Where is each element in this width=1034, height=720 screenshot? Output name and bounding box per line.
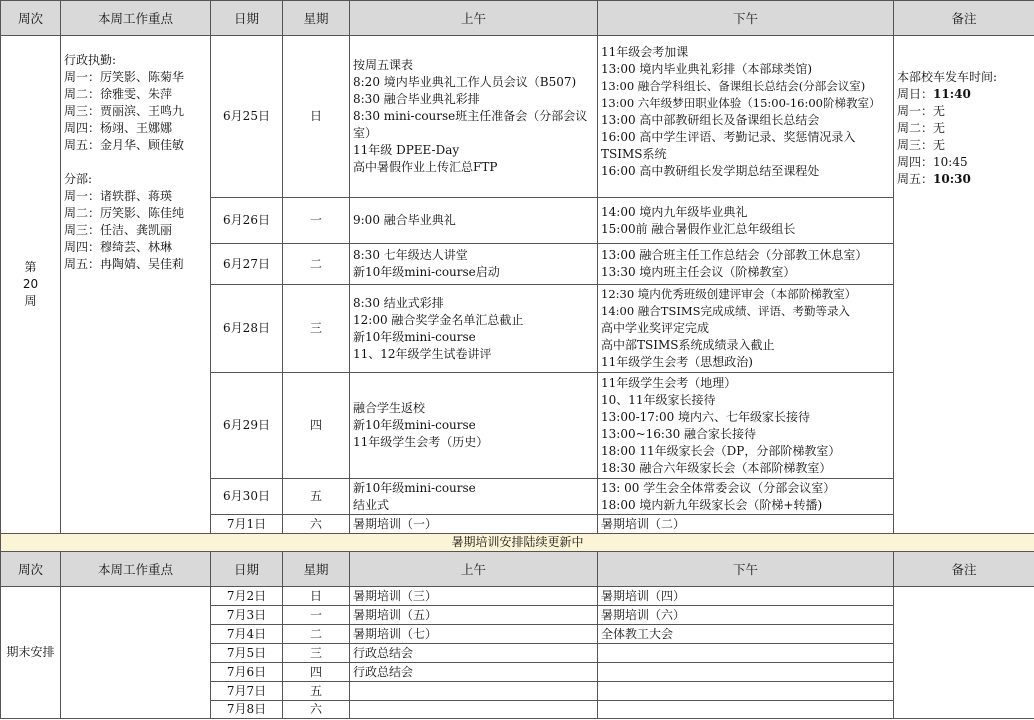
header-pm: 下午 [598,1,894,36]
date-cell: 7月4日 [211,625,283,644]
pm-item: 14:00 境内九年级毕业典礼 [601,204,748,219]
pm-cell [598,36,894,198]
am-item: 按周五课表 [353,58,414,72]
branch-title: 分部: [64,172,93,186]
am-item: 12:00 融合奖学金名单汇总截止 [353,312,524,327]
header-pm: 下午 [598,552,894,587]
date-cell: 7月8日 [211,701,283,719]
am-item: 高中暑假作业上传汇总FTP [353,160,498,174]
pm-cell [598,644,894,663]
header-focus: 本周工作重点 [61,1,211,36]
pm-cell [598,479,894,515]
weekend-row [1,587,1034,606]
am-item: 8:30 七年级达人讲堂 [353,248,468,262]
am-item: 新10年级mini-course启动 [353,265,500,279]
pm-item: 13:00~16:30 融合家长接待 [601,426,757,441]
duty-item: 周三：贾丽滨、王鸣九 [64,104,185,118]
weekday-cell: 日 [283,587,350,606]
am-item: 新10年级mini-course [353,329,476,344]
header-week: 周次 [1,552,61,587]
am-item: 新10年级mini-course [353,418,476,432]
pm-item: 11年级学生会考（思想政治) [601,355,753,369]
notes-item: 周日：11:40 [897,87,971,101]
pm-cell: 全体教工大会 [598,625,894,644]
pm-item: 12:30 境内优秀班级创建评审会（本部阶梯教室） [601,287,857,301]
am-cell: 行政总结会 [350,663,598,682]
pm-item: 13:00 融合班主任工作总结会（分部教工休息室） [601,248,868,262]
am-item: 11年级学生会考（历史） [353,435,489,449]
notes-item: 周二：无 [897,121,946,135]
header-row-2 [1,552,1034,587]
pm-item: 13: 00 学生会全体常委会议（分部会议室） [601,480,836,495]
duty-item: 周四：杨翊、王娜娜 [64,121,173,135]
header-date: 日期 [211,552,283,587]
pm-cell [598,373,894,479]
weekday-cell: 四 [283,663,350,682]
date-cell: 6月27日 [211,244,283,285]
am-cell: 暑期培训（五） [350,606,598,625]
am-item: 融合学生返校 [353,401,426,415]
branch-item: 周五：冉陶婧、吴佳莉 [64,257,185,271]
pm-item: 13:00 六年级梦田职业体验（15:00-16:00阶梯教室） [601,96,881,110]
am-item: 8:30 结业式彩排 [353,295,444,310]
pm-item: 13:00 高中部教研组长及备课组长总结会 [601,113,820,127]
duty-item: 周一：厉笑影、陈菊华 [64,70,185,84]
date-cell: 7月3日 [211,606,283,625]
am-item: 8:30 mini-course班主任准备会（分部会议室） [353,109,588,140]
pm-cell [598,682,894,701]
pm-cell [598,198,894,244]
am-cell [350,373,598,479]
am-cell: 暑期培训（七） [350,625,598,644]
header-weekday: 星期 [283,1,350,36]
banner-row [1,534,1034,552]
header-row [1,1,1034,36]
header-focus: 本周工作重点 [61,552,211,587]
am-item: 8:20 境内毕业典礼工作人员会议（B507) [353,75,577,89]
header-notes: 备注 [894,552,1034,587]
pm-cell: 暑期培训（六） [598,606,894,625]
week-label: 第 20 周 [1,36,61,534]
am-cell: 暑期培训（一） [350,515,598,534]
pm-cell [598,285,894,373]
am-item: 8:30 融合毕业典礼彩排 [353,92,480,106]
weekday-cell: 一 [283,198,350,244]
date-cell: 6月29日 [211,373,283,479]
pm-item: 15:00前 融合暑假作业汇总年级组长 [601,221,796,236]
am-item: 结业式 [353,497,390,512]
pm-cell: 暑期培训（四） [598,587,894,606]
am-item: 新10年级mini-course [353,480,476,495]
pm-item: 16:00 高中学生评语、考勤记录、奖惩情况录入TSIMS系统 [601,130,856,161]
pm-item: 13:30 境内班主任会议（阶梯教室） [601,265,796,279]
am-cell: 行政总结会 [350,644,598,663]
pm-item: 18:00 境内新九年级家长会（阶梯+转播) [601,497,823,512]
am-cell: 暑期培训（三） [350,587,598,606]
pm-cell [598,663,894,682]
weekend-focus [61,587,211,719]
weekly-focus [61,36,211,534]
duty-item: 周二：徐雅雯、朱萍 [64,87,173,101]
pm-item: 14:00 融合TSIMS完成成绩、评语、考勤等录入 [601,304,851,318]
pm-item: 高中部TSIMS系统成绩录入截止 [601,338,775,352]
header-am: 上午 [350,1,598,36]
notes-item: 周四：10:45 [897,155,968,169]
am-cell [350,682,598,701]
pm-item: 16:00 高中教研组长发学期总结至课程处 [601,164,820,178]
pm-item: 18:00 11年级家长会（DP，分部阶梯教室） [601,443,841,458]
weekday-cell: 五 [283,682,350,701]
branch-item: 周二：厉笑影、陈佳纯 [64,206,185,220]
weekday-cell: 二 [283,244,350,285]
weekday-cell: 六 [283,515,350,534]
pm-cell: 暑期培训（二） [598,515,894,534]
branch-item: 周三：任洁、龚凯丽 [64,223,173,237]
date-cell: 7月6日 [211,663,283,682]
am-item: 11、12年级学生试卷讲评 [353,346,492,361]
notes-item: 周一：无 [897,104,946,118]
weekday-cell: 四 [283,373,350,479]
pm-cell [598,244,894,285]
date-cell: 6月30日 [211,479,283,515]
notes-item: 周五：10:30 [897,172,971,186]
am-cell [350,244,598,285]
date-cell: 7月5日 [211,644,283,663]
branch-item: 周一：诸轶群、蒋瑛 [64,189,173,203]
weekend-label: 期末安排 [1,587,61,719]
am-cell [350,36,598,198]
notes-title: 本部校车发车时间: [897,70,998,84]
date-cell: 6月28日 [211,285,283,373]
header-date: 日期 [211,1,283,36]
pm-item: 13:00 融合学科组长、备课组长总结会(分部会议室) [601,79,866,93]
pm-cell [598,701,894,719]
am-item: 11年级 DPEE-Day [353,143,460,157]
pm-item: 高中学业奖评定完成 [601,321,710,335]
weekday-cell: 五 [283,479,350,515]
weekday-cell: 日 [283,36,350,198]
pm-item: 11年级会考加课 [601,45,689,59]
pm-item: 11年级学生会考（地理） [601,375,737,390]
notes-cell [894,36,1034,534]
branch-item: 周四：穆绮芸、林琳 [64,240,173,254]
header-week: 周次 [1,1,61,36]
header-notes: 备注 [894,1,1034,36]
weekend-notes [894,587,1034,719]
am-cell [350,198,598,244]
am-cell [350,701,598,719]
pm-item: 13:00 境内毕业典礼彩排（本部球类馆) [601,62,813,76]
weekday-cell: 三 [283,285,350,373]
date-cell: 7月2日 [211,587,283,606]
am-cell [350,479,598,515]
pm-item: 13:00-17:00 境内六、七年级家长接待 [601,409,811,424]
weekday-cell: 六 [283,701,350,719]
date-cell: 7月7日 [211,682,283,701]
notes-item: 周三：无 [897,138,946,152]
weekday-cell: 一 [283,606,350,625]
day-row [1,36,1034,198]
am-cell [350,285,598,373]
header-weekday: 星期 [283,552,350,587]
banner-text: 暑期培训安排陆续更新中 [1,534,1034,552]
duty-title: 行政执勤: [64,53,117,67]
weekday-cell: 二 [283,625,350,644]
weekday-cell: 三 [283,644,350,663]
duty-item: 周五：金月华、顾佳敏 [64,138,185,152]
pm-item: 18:30 融合六年级家长会（本部阶梯教室） [601,460,832,475]
date-cell: 7月1日 [211,515,283,534]
date-cell: 6月25日 [211,36,283,198]
pm-item: 10、11年级家长接待 [601,392,716,407]
header-am: 上午 [350,552,598,587]
am-item: 9:00 融合毕业典礼 [353,213,456,227]
date-cell: 6月26日 [211,198,283,244]
